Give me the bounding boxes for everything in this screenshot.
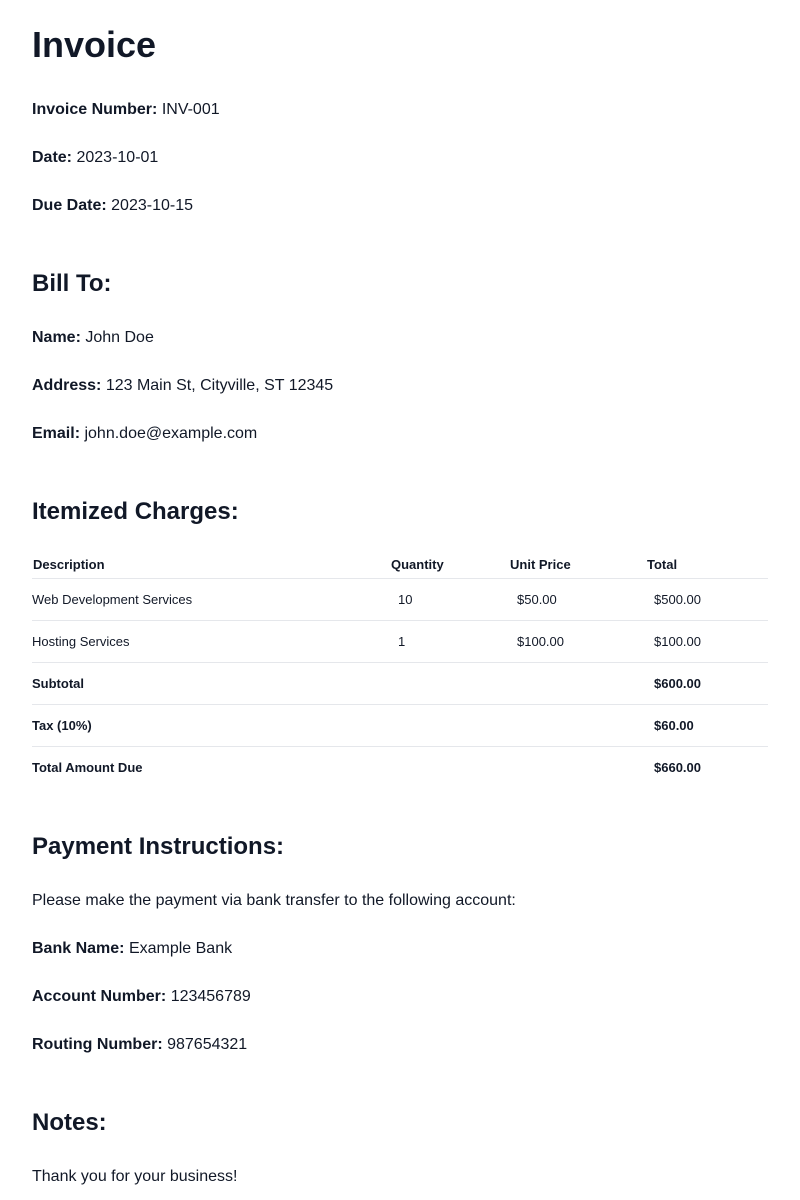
table-row — [32, 579, 768, 621]
summary-row-subtotal — [32, 663, 768, 705]
payment-instructions-intro: Please make the payment via bank transfer to the following account: — [32, 892, 516, 909]
bill-to-address-field — [32, 376, 333, 396]
summary-value: $600.00 — [646, 663, 768, 705]
payment-instructions-title: Payment Instructions: — [32, 833, 285, 860]
invoice-date-value: 2023-10-01 — [76, 149, 159, 166]
due-date-field — [32, 196, 193, 216]
item-description: Hosting Services — [32, 621, 390, 663]
item-total: $100.00 — [646, 621, 768, 663]
bill-to-email-field — [32, 424, 257, 444]
bank-name-value: Example Bank — [128, 940, 233, 957]
summary-value: $60.00 — [646, 705, 768, 747]
account-number-field — [32, 987, 251, 1007]
column-header-total: Total — [646, 552, 768, 579]
account-number-label: Account Number: — [32, 988, 167, 1005]
invoice-number-label: Invoice Number: — [32, 101, 158, 118]
bill-to-email-label: Email: — [32, 425, 81, 442]
routing-number-value: 987654321 — [167, 1036, 248, 1053]
summary-row-total-due — [32, 747, 768, 789]
item-description: Web Development Services — [32, 579, 390, 621]
summary-empty-cell — [509, 747, 646, 789]
itemized-charges-table — [32, 552, 768, 788]
bank-name-label: Bank Name: — [32, 940, 125, 957]
item-total: $500.00 — [646, 579, 768, 621]
bill-to-address-label: Address: — [32, 377, 102, 394]
invoice-number-value: INV-001 — [161, 101, 220, 118]
summary-label: Tax (10%) — [32, 705, 390, 747]
notes-text: Thank you for your business! — [32, 1168, 238, 1185]
routing-number-label: Routing Number: — [32, 1036, 163, 1053]
summary-empty-cell — [390, 747, 509, 789]
bill-to-title: Bill To: — [32, 270, 112, 297]
summary-empty-cell — [390, 705, 509, 747]
bill-to-name-value: John Doe — [85, 329, 154, 346]
summary-label: Total Amount Due — [32, 760, 143, 775]
summary-row-tax — [32, 705, 768, 747]
table-header-row — [32, 552, 768, 579]
due-date-label: Due Date: — [32, 197, 107, 214]
routing-number-field — [32, 1035, 247, 1055]
column-header-description: Description — [32, 552, 390, 579]
due-date-value: 2023-10-15 — [111, 197, 193, 214]
account-number-value: 123456789 — [170, 988, 251, 1005]
item-quantity: 10 — [390, 579, 509, 621]
summary-empty-cell — [509, 705, 646, 747]
item-unit-price: $50.00 — [509, 579, 646, 621]
itemized-charges-title: Itemized Charges: — [32, 498, 239, 525]
column-header-unit-price: Unit Price — [509, 552, 646, 579]
invoice-number-field — [32, 100, 220, 120]
bill-to-name-field — [32, 328, 154, 348]
bill-to-address-value: 123 Main St, Cityville, ST 12345 — [105, 377, 334, 394]
invoice-date-label: Date: — [32, 149, 73, 166]
notes-title: Notes: — [32, 1109, 107, 1136]
item-unit-price: $100.00 — [509, 621, 646, 663]
summary-empty-cell — [509, 663, 646, 705]
bill-to-name-label: Name: — [32, 329, 81, 346]
invoice-date-field — [32, 148, 158, 168]
summary-label: Subtotal — [32, 663, 390, 705]
bank-name-field — [32, 939, 232, 959]
table-row — [32, 621, 768, 663]
item-quantity: 1 — [390, 621, 509, 663]
summary-value: $660.00 — [654, 760, 701, 775]
invoice-title: Invoice — [32, 24, 157, 65]
column-header-quantity: Quantity — [390, 552, 509, 579]
summary-empty-cell — [390, 663, 509, 705]
bill-to-email-value: john.doe@example.com — [84, 425, 258, 442]
